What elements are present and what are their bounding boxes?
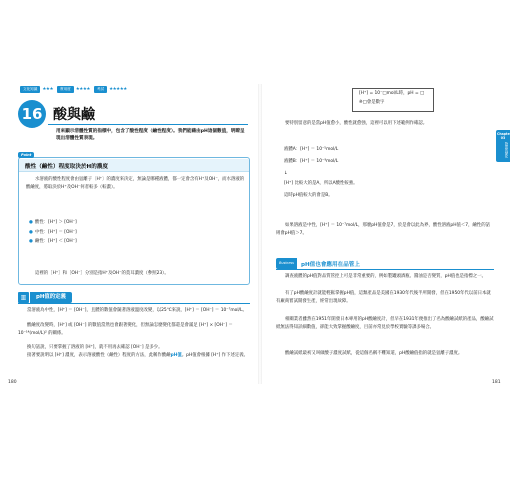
section-heading-quality-control [276, 258, 360, 269]
category-culture [20, 86, 53, 93]
chapter-number-badge: 16 [18, 100, 46, 128]
bullet-dot-icon: ● [29, 239, 33, 244]
arrow-down-icon: ↓ [284, 171, 288, 176]
bullet-dot-icon: ● [29, 220, 33, 225]
chapter-tab-title: 物質的變化 [504, 142, 508, 158]
chapter-tab-label: Chapter 03 [497, 132, 512, 140]
point-paragraph: 水溶液的酸性程度會由氫離子〔H⁺〕的濃度來決定，無論是哪種液體，都一定會含有H⁺及OH⁻，而水溶液的酸鹼度，將取決於H⁺及OH⁻何者較多（較濃）。 [26, 177, 245, 190]
category-label: 文化知識 [20, 86, 40, 93]
body-paragraph: 如果溶液是中性，[H⁺] ＝ 10⁻⁷mol/L，那麼pH值會是7，於是會以此為界，酸性溶液pH值＜7，鹼性的話則會pH值＞7。 [276, 223, 491, 236]
section-label: pH值的定義 [30, 292, 72, 303]
title-divider [48, 124, 248, 125]
text-span: 。pH值會根據 [H⁺] 作下述定義。 [181, 353, 249, 358]
bullet-dot-icon: ● [29, 229, 33, 235]
lead-paragraph: 用來顯示溶體性質的指標中，包含了酸性程度（鹼性程度）。我們能藉由pH這個數值，明瞭呈現出溶體性質表現。 [56, 129, 245, 141]
point-note: 這裡的［H⁺］和［OH⁻］分別是指H⁺及OH⁻的莫耳濃度（參照23）。 [35, 271, 169, 276]
right-page [264, 84, 510, 384]
section-label: pH值也會應用在品管上 [300, 261, 360, 268]
point-title: 酸性（鹼性）程度取決於H的濃度 [25, 164, 108, 170]
highlight-term: pH值 [170, 353, 182, 358]
book-icon: ▥ [18, 292, 29, 303]
text-span: 接著要說明以 [H⁺] 濃度，表示溶液酸性（鹼性）程度的方法，此稱作酸鹼 [27, 353, 171, 358]
point-box [18, 153, 250, 285]
bullet-list [29, 218, 77, 247]
category-label: 實用度 [57, 86, 74, 93]
formula-box [352, 88, 434, 112]
body-paragraph: 有了pH酸鹼度計就能輕鬆掌握pH值，這類產品是美國在1930年代後半所開發，但在1950年代以前日本就有廠商嘗試開發生產，經常出現故障。 [276, 291, 491, 304]
page-number: 180 [8, 380, 17, 385]
page-title: 酸與鹼 [53, 107, 95, 123]
left-page [8, 84, 254, 384]
body-paragraph: 相關業者雖然在1951年開發日本專用的pH酸鹼度計，但早在1931年便推出了名為酸鹼試紙的產品，酸鹼試紙無法得知詳細數值，卻能大致掌握酸鹼度，目前亦常見於學校實驗等課多場合。 [276, 317, 494, 330]
bullet-text: 酸性：[H⁺] ＞ [OH⁻] [34, 220, 77, 225]
page-number: 181 [492, 380, 501, 385]
example-line: 液體A：[H⁺] ＝ 10⁻⁵mol/L [284, 147, 339, 152]
star-rating: ★★★★ [75, 87, 90, 92]
body-paragraph: 當溶液為中性，[H⁺] ＝ [OH⁻]，且體的數值會隨著溶液溫度改變，以25℃來說，[H⁺] ＝ [OH⁻] ＝ 10⁻⁷mol/L。 [27, 308, 247, 313]
business-tag: Business [276, 258, 297, 269]
list-item [29, 218, 77, 228]
star-rating: ★★★★★ [109, 87, 127, 92]
body-paragraph: 酸鹼度改變時，[H⁺] 或 [OH⁻] 的數值當然也會跟著變化，但無論怎麼變化都還是會滿足 [H⁺] × [OH⁻] ＝ 10⁻¹⁴(mol/L)² 的關係。 [18, 323, 233, 336]
body-paragraph [18, 352, 250, 360]
example-line: [H⁺] 比較大的是A，所以A酸性較強。 [284, 181, 358, 186]
formula-note: ※□會是數字 [359, 100, 385, 105]
section-divider [276, 269, 494, 270]
list-item [29, 237, 77, 247]
example-line: 這時pH值較大的會是B。 [284, 193, 333, 198]
example-line: 液體B：[H⁺] ＝ 10⁻⁹mol/L [284, 159, 339, 164]
category-label: 考試 [94, 86, 107, 93]
star-rating: ★★★ [42, 87, 53, 92]
book-gutter [258, 84, 262, 384]
section-heading-ph-definition [18, 292, 72, 303]
category-bar [20, 86, 254, 93]
point-header [19, 159, 249, 172]
body-paragraph: 要特別留意的是當pH值愈小，酸性就愈強，這裡可以用下述範例作確認。 [285, 121, 428, 126]
category-practical [57, 86, 90, 93]
body-paragraph: 酸鹼試紙最初又叫做酸子濃度試紙，從這個名稱不難知道，pH酸鹼值指的就是氫離子濃度。 [285, 351, 463, 356]
chapter-side-tab [496, 130, 510, 162]
point-tag: Point [18, 152, 34, 158]
body-paragraph: 調查液體的pH值對品質管控上可是非常重要的，例如製罐頭酒瓶、醬油是否變質，pH值也是指標之一。 [285, 274, 486, 279]
bullet-text: 中性：[H⁺] ＝ [OH⁻] [34, 229, 77, 235]
category-exam [94, 86, 127, 93]
body-paragraph: 換句話說，只要掌握了溶液的 [H⁺]，就不用再去確認 [OH⁻] 是多少。 [27, 345, 163, 350]
list-item [29, 228, 77, 238]
formula-line: [H⁺] = 10⁻□mol/L時，pH = □ [359, 91, 425, 96]
section-divider [18, 303, 250, 304]
bullet-text: 鹼性：[H⁺] ＜ [OH⁻] [34, 239, 77, 244]
